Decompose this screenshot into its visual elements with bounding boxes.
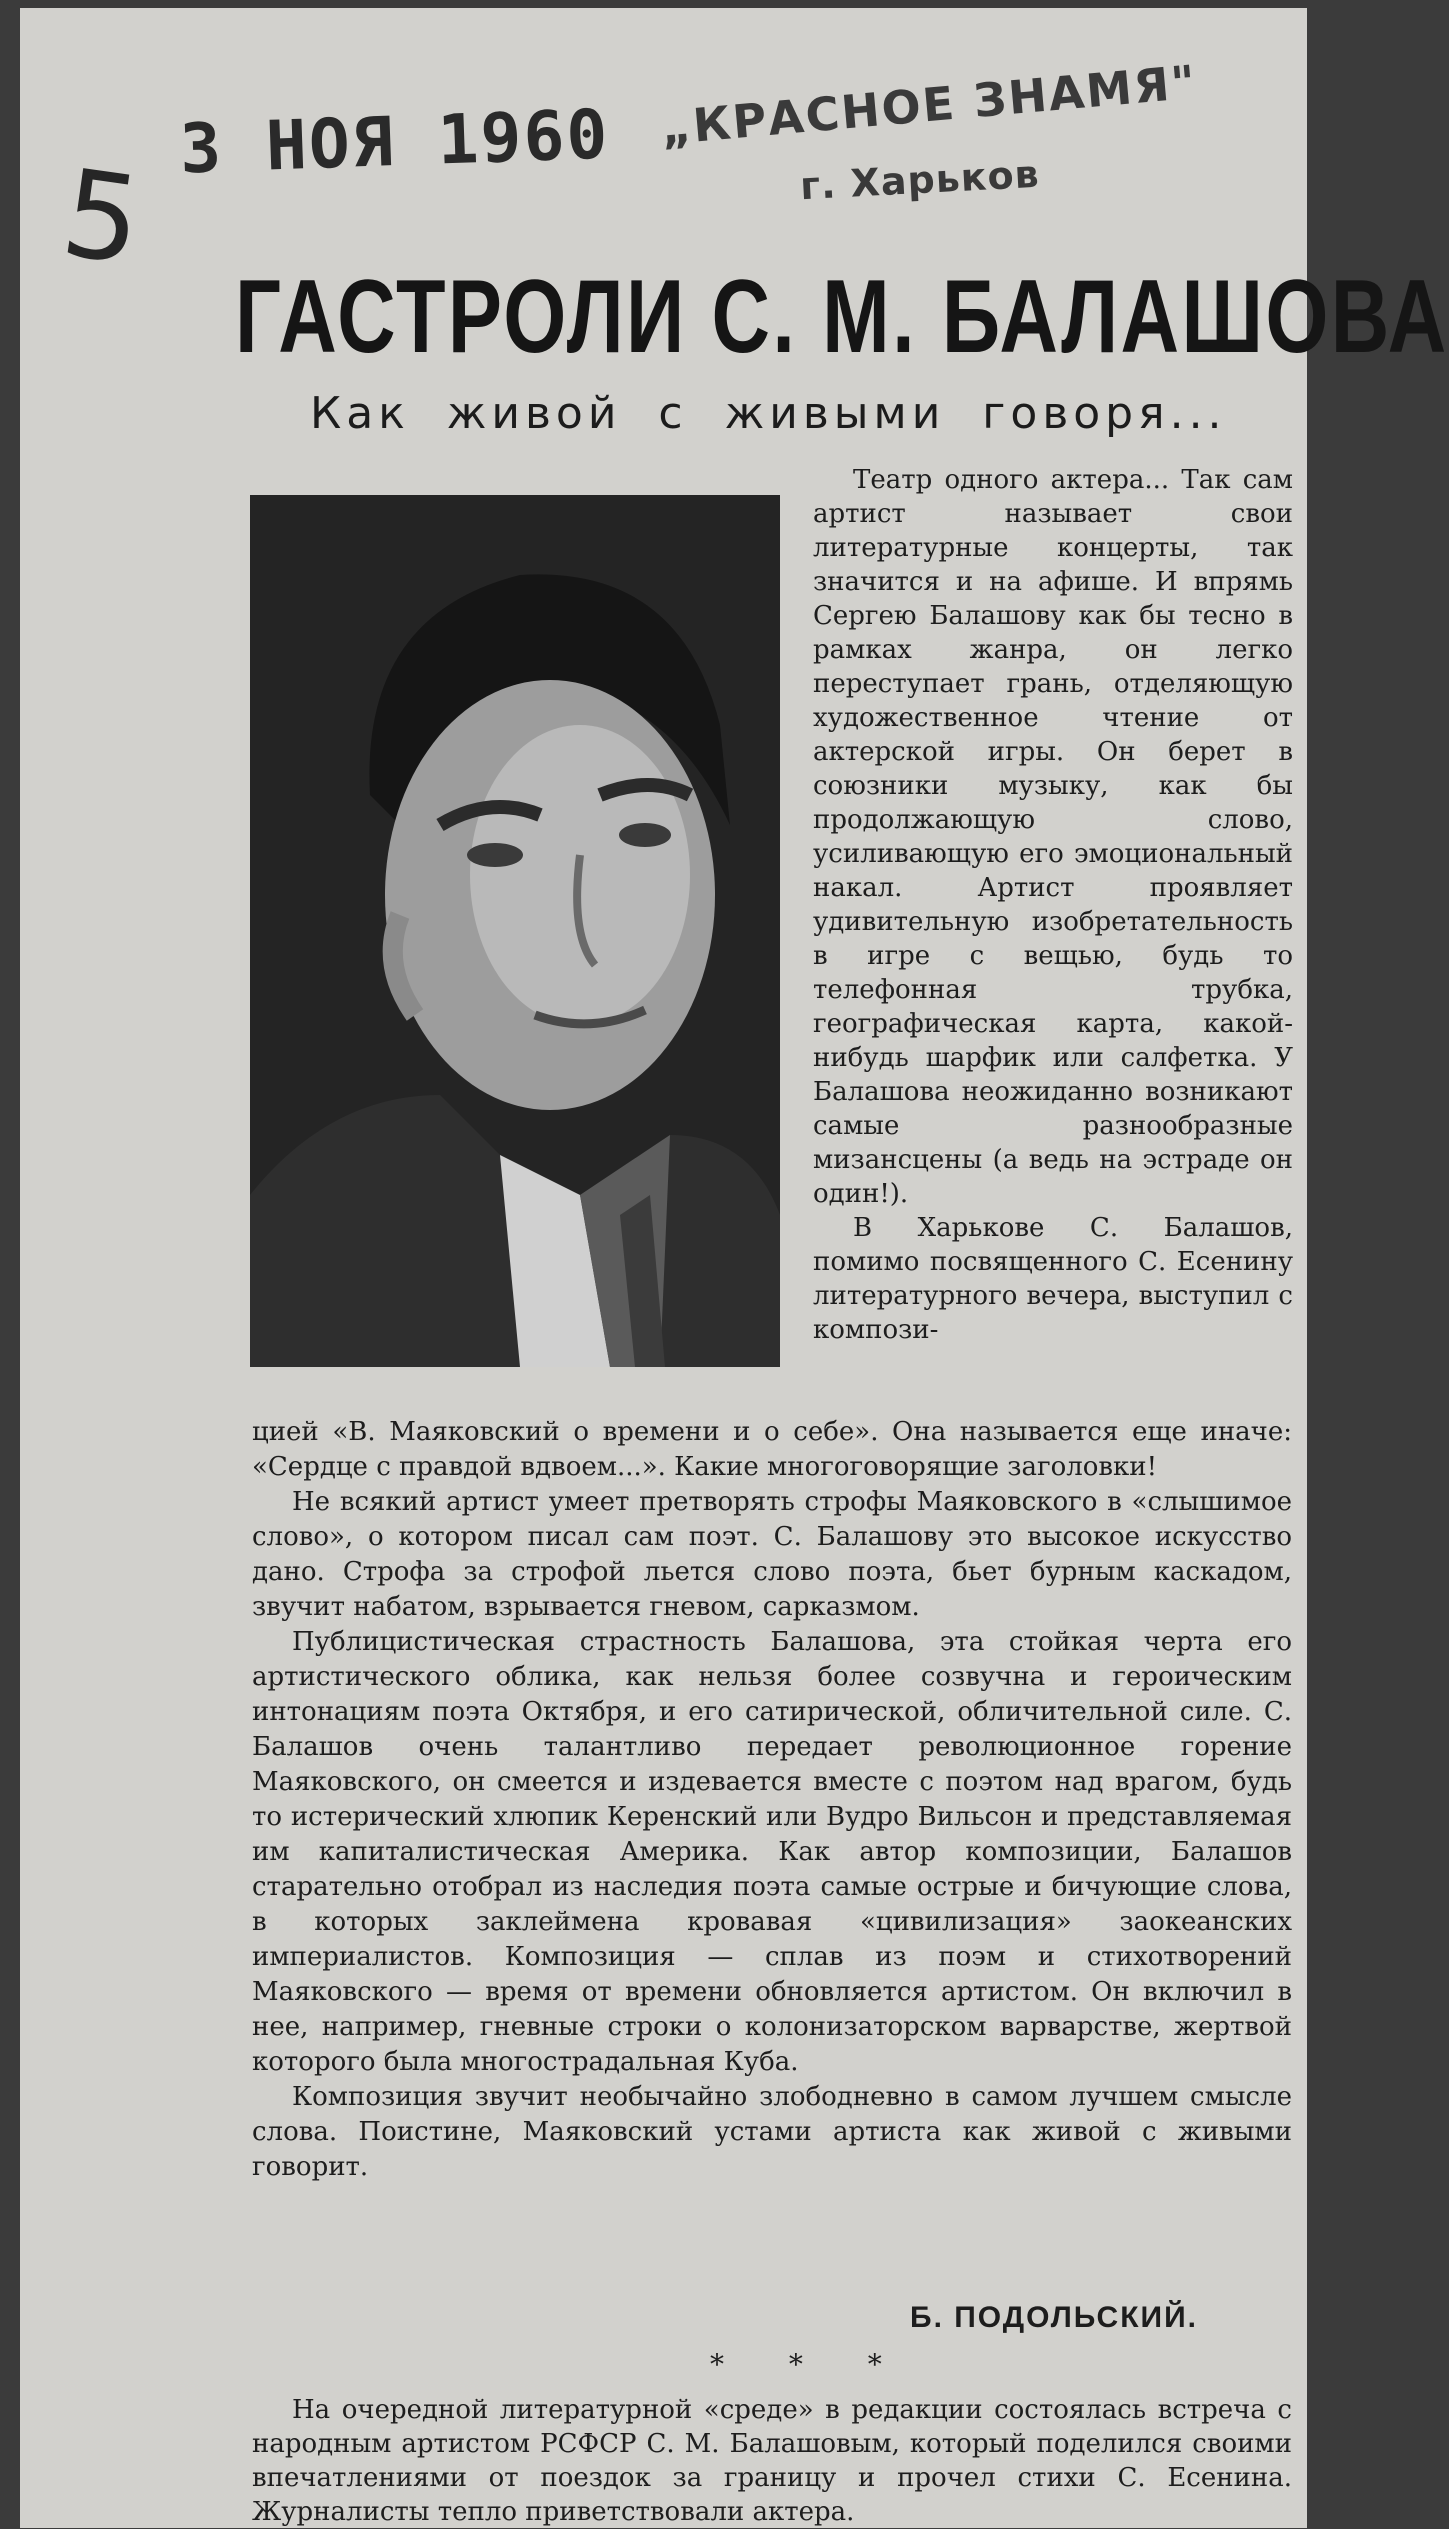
newspaper-clipping bbox=[20, 8, 1449, 2528]
article-headline: ГАСТРОЛИ С. М. БАЛАШОВА bbox=[235, 259, 1449, 375]
column-text bbox=[813, 463, 1293, 1347]
paragraph: Публицистическая страстность Балашова, эта стойкая черта его артистического облика, как нельзя более созвучна и героическим интонациям поэта Октября, и его сатирической, обличительной силе. С. Балашов очень талантливо передает революционное горение Маяковского, он смеется и издевается вместе с поэтом над врагом, будь то истерический хлюпик Керенский или Вудро Вильсон и представляемая им капиталистическая Америка. Как автор композиции, Балашов старательно отобрал из наследия поэта самые острые и бичующие слова, в которых заклеймена кровавая «цивилизация» заокеанских империалистов. Композиция — сплав из поэм и стихотворений Маяковского — время от времени обновляется артистом. Он включил в нее, например, гневные строки о колонизаторском варварстве, жертвой которого была многострадальная Куба. bbox=[252, 1627, 1292, 2077]
archive-date-stamp: 3 НОЯ 1960 bbox=[178, 95, 611, 190]
portrait-photo bbox=[250, 495, 780, 1367]
paragraph: Композиция звучит необычайно злободневно в самом лучшем смысле слова. Поистине, Маяковский устами артиста как живой с живыми говорит. bbox=[252, 2082, 1292, 2182]
newspaper-name-stamp: „КРАСНОЕ ЗНАМЯ" bbox=[658, 54, 1200, 156]
portrait-image bbox=[250, 495, 780, 1367]
paragraph: На очередной литературной «среде» в редакции состоялась встреча с народным артистом РСФСР С. М. Балашовым, который поделился своими впечатлениями от поездок за границу и прочел стихи С. Есенина. Журналисты тепло приветствовали актера. bbox=[252, 2395, 1292, 2527]
paragraph: Театр одного актера... Так сам артист называет свои литературные концерты, так значится и на афише. И впрямь Сергею Балашову как бы тесно в рамках жанра, он легко переступает грань, отделяющую художественное чтение от актерской игры. Он берет в союзники музыку, как бы продолжающую слово, усиливающую его эмоциональный накал. Артист проявляет удивительную изобретательность в игре с вещью, будь то телефонная трубка, географическая карта, какой-нибудь шарфик или салфетка. У Балашова неожиданно возникают самые разнообразные мизансцены (а ведь на эстраде он один!). bbox=[813, 465, 1293, 1209]
section-separator: * * * bbox=[710, 2348, 910, 2381]
article-subheadline: Как живой с живыми говоря... bbox=[310, 388, 1227, 439]
paragraph: цией «В. Маяковский о времени и о себе». Она называется еще иначе: «Сердце с правдой вдвоем...». Какие многоговорящие заголовки! bbox=[252, 1417, 1292, 1482]
paragraph: Не всякий артист умеет претворять строфы Маяковского в «слышимое слово», о котором писал сам поэт. С. Балашову это высокое искусство дано. Строфа за строфой льется слово поэта, бьет бурным каскадом, звучит набатом, взрывается гневом, сарказмом. bbox=[252, 1487, 1292, 1622]
city-stamp: г. Харьков bbox=[799, 151, 1041, 209]
wide-text bbox=[252, 1415, 1292, 2185]
handwritten-mark: 5 bbox=[54, 144, 150, 293]
paragraph: В Харькове С. Балашов, помимо посвященного С. Есенину литературного вечера, выступил с компози- bbox=[813, 1213, 1293, 1345]
author-signature: Б. ПОДОЛЬСКИЙ. bbox=[910, 2301, 1198, 2334]
notice-text bbox=[252, 2393, 1292, 2529]
